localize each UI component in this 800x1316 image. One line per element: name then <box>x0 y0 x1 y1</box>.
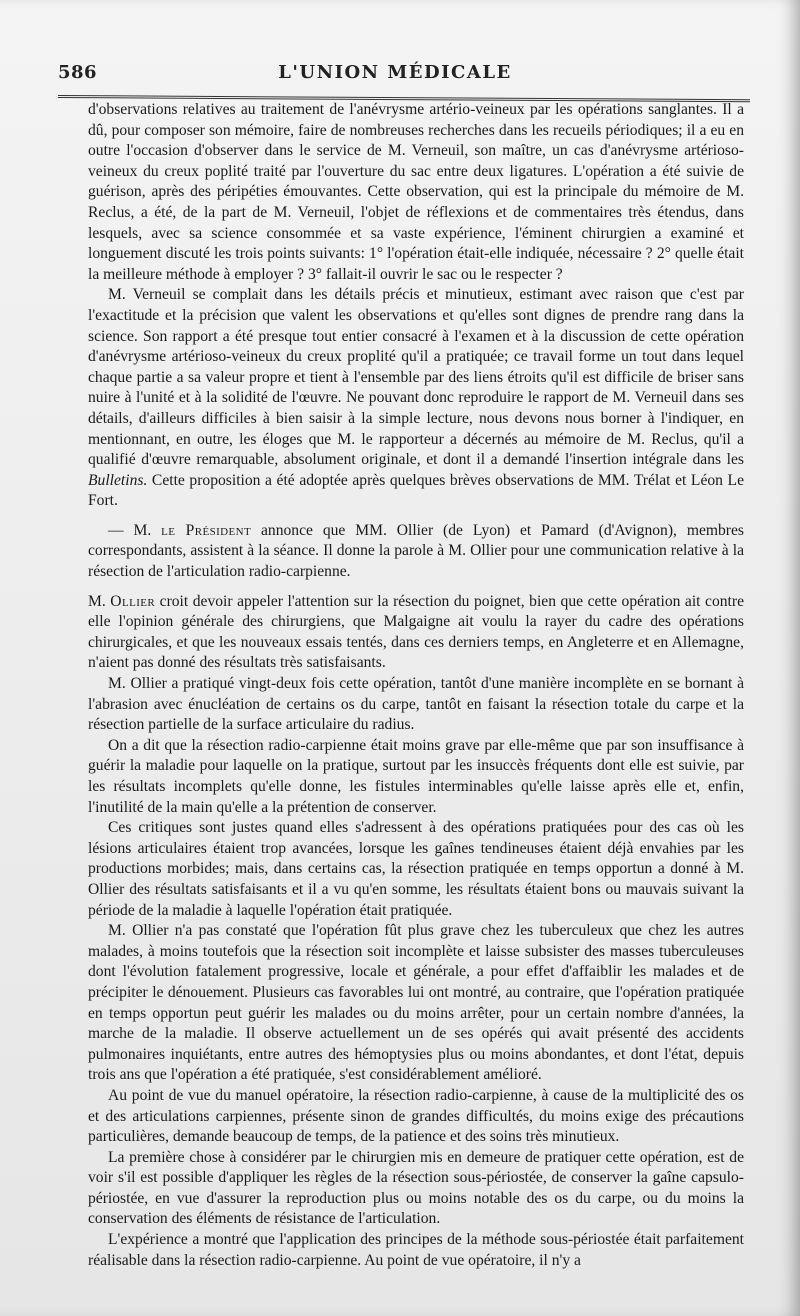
paragraph: L'expérience a montré que l'application des principes de la méthode sous-périostée était parfaitement réalisable dans la résection radio-carpienne. Au point de vue opératoire, il n'y a <box>88 1231 744 1269</box>
paragraph <box>88 592 744 674</box>
running-title: L'UNION MÉDICALE <box>278 62 512 83</box>
paragraph: La première chose à considérer par le chirurgien mis en demeure de pratiquer cette opération, est de voir s'il est possible d'appliquer les règles de la résection sous-périostée, de conserver la gaîne capsulo-périostée, en vue d'assurer la reproduction plus ou moins notable des os du carpe, ou du moins la conservation des éléments de résistance de l'articulation. <box>88 1148 744 1228</box>
paragraph <box>88 521 744 583</box>
paragraph-text: annonce que MM. Ollier (de Lyon) et Pamard (d'Avignon), membres correspondants, assistent à la séance. Il donne la parole à M. Ollier pour une communication relative à la résection de l'articulation radio-carpienne. <box>88 521 744 581</box>
page-number: 586 <box>58 62 98 83</box>
paragraph <box>88 285 744 512</box>
dash-lead: — M. <box>108 521 162 539</box>
article-body <box>88 100 744 1271</box>
paragraph: M. Ollier a pratiqué vingt-deux fois cette opération, tantôt d'une manière incomplète en se bornant à l'abrasion avec énucléation de certains os du carpe, tantôt en faisant la résection totale du carpe et la résection partielle de la surface articulaire du radius. <box>88 675 744 734</box>
paragraph: d'observations relatives au traitement de l'anévrysme artério-veineux par les opérations sanglantes. Il a dû, pour composer son mémoire, faire de nombreuses recherches dans les recueils périodiques; il a eu en outre l'occasion d'observer dans le service de M. Verneuil, son maître, un cas d'anévrysme artérioso-veineux du creux poplité traité par l'ouverture du sac entre deux ligatures. L'opération a été suivie de guérison, après des péripéties émouvantes. Cette observation, qui est la principale du mémoire de M. Reclus, a été, de la part de M. Verneuil, l'objet de réflexions et de commentaires très étendus, dans lesquels, avec sa science consommée et sa vaste expérience, l'éminent chirurgien a examiné et longuement discuté les trois points suivants: 1° l'opération était-elle indiquée, nécessaire ? 2° quelle était la meilleure méthode à employer ? 3° fallait-il ouvrir le sac ou le respecter ? <box>88 101 744 283</box>
paragraph: Ces critiques sont justes quand elles s'adressent à des opérations pratiquées pour des cas où les lésions articulaires étaient trop avancées, lorsque les gaînes tendineuses étaient déjà envahies par les productions morbides; mais, dans certains cas, la résection pratiquée en temps opportun a donné à M. Ollier des résultats satisfaisants et il a vu qu'en somme, les résultats étaient bons ou mauvais suivant la période de la maladie à laquelle l'opération était pratiquée. <box>88 819 744 919</box>
speaker-name: le Président <box>161 521 252 539</box>
italic-title: Bulletins. <box>88 471 148 489</box>
paragraph: M. Ollier n'a pas constaté que l'opération fût plus grave chez les tuberculeux que chez les autres malades, à moins toutefois que la résection soit incomplète et laisse subsister des masses tuberculeuses dont l'évolution fatalement progressive, locale et générale, a pour effet d'affaiblir les malades et de précipiter le dénouement. Plusieurs cas favorables lui ont montré, au contraire, que l'opération pratiquée en temps opportun peut guérir les malades ou du moins arrêter, pour un certain nombre d'années, la marche de la maladie. Il observe actuellement un de ses opérés qui avait présenté des accidents pulmonaires inquiétants, entre autres des hémoptysies plus ou moins abondantes, et dont l'état, depuis trois ans que l'opération a été pratiquée, s'est considérablement amélioré. <box>88 922 744 1084</box>
page-header <box>54 60 736 88</box>
paragraph: On a dit que la résection radio-carpienne était moins grave par elle-même que par son insuffisance à guérir la maladie pour laquelle on la pratique, surtout par les insuccès fréquents dont elle est suivie, par les résultats incomplets qu'elle donne, les fistules interminables qu'elle laisse après elle et, enfin, l'inutilité de la main qu'elle a la prétention de conserver. <box>88 736 744 816</box>
speaker-name: Ollier <box>110 592 156 610</box>
paragraph: Au point de vue du manuel opératoire, la résection radio-carpienne, à cause de la multiplicité des os et des articulations carpiennes, présente sinon de grandes difficultés, du moins exige des précautions particulières, demande beaucoup de temps, de la patience et des soins très minutieux. <box>88 1086 744 1146</box>
speaker-lead: M. <box>88 592 111 610</box>
paragraph-text: croit devoir appeler l'attention sur la résection du poignet, bien que cette opération ait contre elle l'opinion générale des chirurgiens, que Malgaigne ait voulu la rayer du cadre des opérations chirurgicales, et que les nouveaux essais tentés, dans ces derniers temps, en Angleterre et en Allemagne, n'aient pas donné des résultats très satisfaisants. <box>88 592 744 672</box>
paragraph-text: Cette proposition a été adoptée après quelques brèves observations de MM. Trélat et Léon Le Fort. <box>88 471 744 510</box>
paragraph-text: M. Verneuil se complait dans les détails précis et minutieux, estimant avec raison que c'est par l'exactitude et la précision que valent les observations et qu'elles sont dignes de prendre rang dans la science. Son rapport a été presque tout entier consacré à l'examen et à la discussion de cette opération d'anévrysme artérioso-veineux du creux proplité qu'il a pratiquée; ce travail forme un tout dans lequel chaque partie a sa valeur propre et tient à l'ensemble par des liens étroits qu'il est difficile de briser sans nuire à l'unité et à la solidité de l'œuvre. Ne pouvant donc reproduire le rapport de M. Verneuil dans ses détails, d'ailleurs difficiles à bien saisir à la simple lecture, nous devons nous borner à l'indiquer, en mentionnant, en outre, les éloges que M. le rapporteur a décernés au mémoire de M. Reclus, qu'il a qualifié d'œuvre remarquable, absolument originale, et dont il a demandé l'insertion intégrale dans les <box>88 286 744 469</box>
